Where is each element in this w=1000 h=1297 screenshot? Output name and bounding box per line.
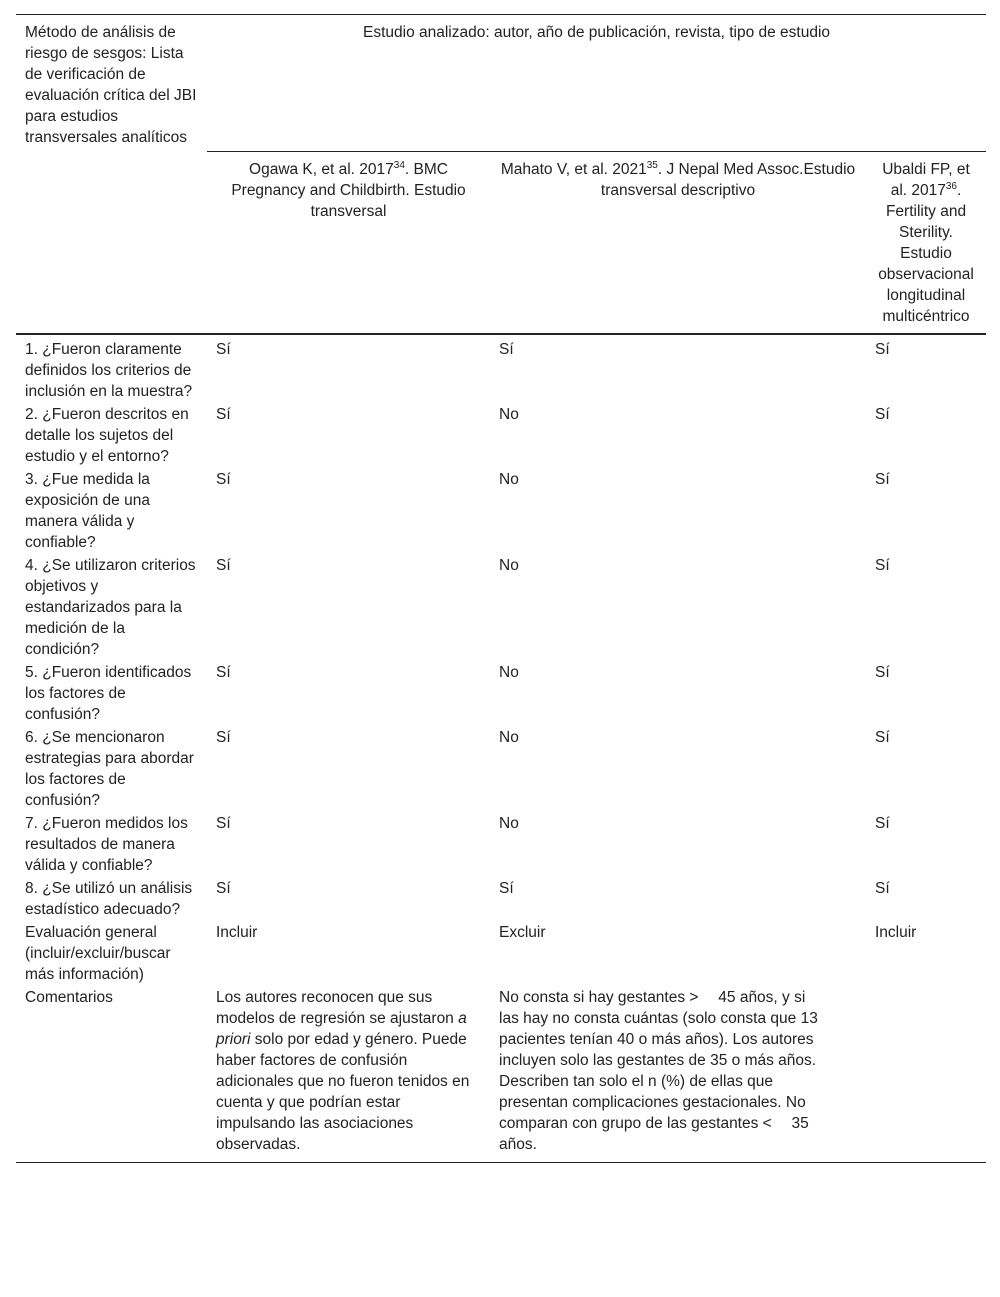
table-row bbox=[16, 467, 986, 553]
reference-34: 34 bbox=[393, 159, 405, 171]
criterion-label: 5. ¿Fueron identificados los factores de confusión? bbox=[25, 664, 192, 723]
ubaldi-value: Sí bbox=[875, 341, 890, 358]
mahato-value: No bbox=[499, 557, 519, 574]
mahato-value: No bbox=[499, 729, 519, 746]
study-header-cell bbox=[207, 15, 986, 152]
ubaldi-value: Sí bbox=[875, 880, 890, 897]
criterion-label: 8. ¿Se utilizó un análisis estadístico adecuado? bbox=[25, 880, 193, 918]
ubaldi-value: Sí bbox=[875, 815, 890, 832]
ogawa-value: Sí bbox=[216, 341, 231, 358]
overall-evaluation-label: Evaluación general (incluir/excluir/buscar más información) bbox=[25, 924, 171, 983]
ubaldi-value: Incluir bbox=[875, 924, 917, 941]
table-row bbox=[16, 660, 986, 725]
table-row bbox=[16, 725, 986, 811]
ogawa-value: Sí bbox=[216, 729, 231, 746]
ogawa-value: Sí bbox=[216, 471, 231, 488]
bias-assessment-table bbox=[16, 14, 986, 1163]
comments-row bbox=[16, 985, 986, 1163]
criterion-label: 7. ¿Fueron medidos los resultados de manera válida y confiable? bbox=[25, 815, 188, 874]
bias-assessment-table-container bbox=[16, 14, 986, 1163]
criterion-label: 1. ¿Fueron claramente definidos los criterios de inclusión en la muestra? bbox=[25, 341, 193, 400]
method-header-cell bbox=[16, 15, 207, 334]
mahato-value: No bbox=[499, 471, 519, 488]
ubaldi-value: Sí bbox=[875, 557, 890, 574]
criterion-label: 3. ¿Fue medida la exposición de una manera válida y confiable? bbox=[25, 471, 150, 551]
reference-36: 36 bbox=[945, 180, 957, 192]
ogawa-value: Sí bbox=[216, 815, 231, 832]
study-header-ubaldi: Ubaldi FP, et al. 2017$^{36}$. Fertility and Sterility. Estudio observacional longitudinal multicéntrico bbox=[866, 152, 986, 334]
ubaldi-value: Sí bbox=[875, 729, 890, 746]
ogawa-value: Incluir bbox=[216, 924, 258, 941]
ogawa-value: Sí bbox=[216, 880, 231, 897]
ubaldi-value: Sí bbox=[875, 664, 890, 681]
table-row bbox=[16, 334, 986, 402]
ubaldi-value: Sí bbox=[875, 406, 890, 423]
mahato-value: Sí bbox=[499, 341, 514, 358]
table-row bbox=[16, 811, 986, 876]
study-header-mahato: Mahato V, et al. 2021$^{35}$. J Nepal Med Assoc.Estudio transversal descriptivo bbox=[490, 152, 866, 334]
mahato-value: Sí bbox=[499, 880, 514, 897]
mahato-comment: No consta si hay gestantes > 45 años, y si las hay no consta cuántas (solo consta que 13 pacientes tenían 40 o más años). Los autores incluyen solo las gestantes de 35 o más años. Describen tan solo el n (%) de ellas que presentan complicaciones gestacionales. No comparan con grupo de las gestantes < 35 años. bbox=[499, 989, 818, 1153]
mahato-value: No bbox=[499, 815, 519, 832]
table-row bbox=[16, 553, 986, 660]
table-row bbox=[16, 402, 986, 467]
study-header: Estudio analizado: autor, año de publicación, revista, tipo de estudio bbox=[362, 24, 831, 41]
a-priori-italic: a priori bbox=[216, 1010, 467, 1048]
table-row bbox=[16, 920, 986, 985]
study-header-ogawa: Ogawa K, et al. 2017$^{34}$. BMC Pregnancy and Childbirth. Estudio transversal bbox=[207, 152, 490, 334]
method-header: Método de análisis de riesgo de sesgos: Lista de verificación de evaluación crítica del JBI para estudios transversales analíticos bbox=[25, 24, 197, 146]
criterion-label: 2. ¿Fueron descritos en detalle los sujetos del estudio y el entorno? bbox=[25, 406, 189, 465]
mahato-value: No bbox=[499, 406, 519, 423]
ogawa-value: Sí bbox=[216, 406, 231, 423]
mahato-value: No bbox=[499, 664, 519, 681]
ogawa-comment: Los autores reconocen que sus modelos de regresión se ajustaron a priori solo por edad y género. Puede haber factores de confusión adicionales que no fueron tenidos en cuenta y que podrían estar impulsando las asociaciones observadas. bbox=[216, 989, 470, 1153]
criterion-label: 6. ¿Se mencionaron estrategias para abordar los factores de confusión? bbox=[25, 729, 194, 809]
table-row bbox=[16, 876, 986, 920]
ubaldi-comment bbox=[866, 985, 986, 1163]
comments-label: Comentarios bbox=[25, 989, 113, 1006]
mahato-value: Excluir bbox=[499, 924, 546, 941]
ogawa-value: Sí bbox=[216, 664, 231, 681]
ubaldi-value: Sí bbox=[875, 471, 890, 488]
ogawa-value: Sí bbox=[216, 557, 231, 574]
reference-35: 35 bbox=[646, 159, 658, 171]
criterion-label: 4. ¿Se utilizaron criterios objetivos y estandarizados para la medición de la condición? bbox=[25, 557, 196, 658]
